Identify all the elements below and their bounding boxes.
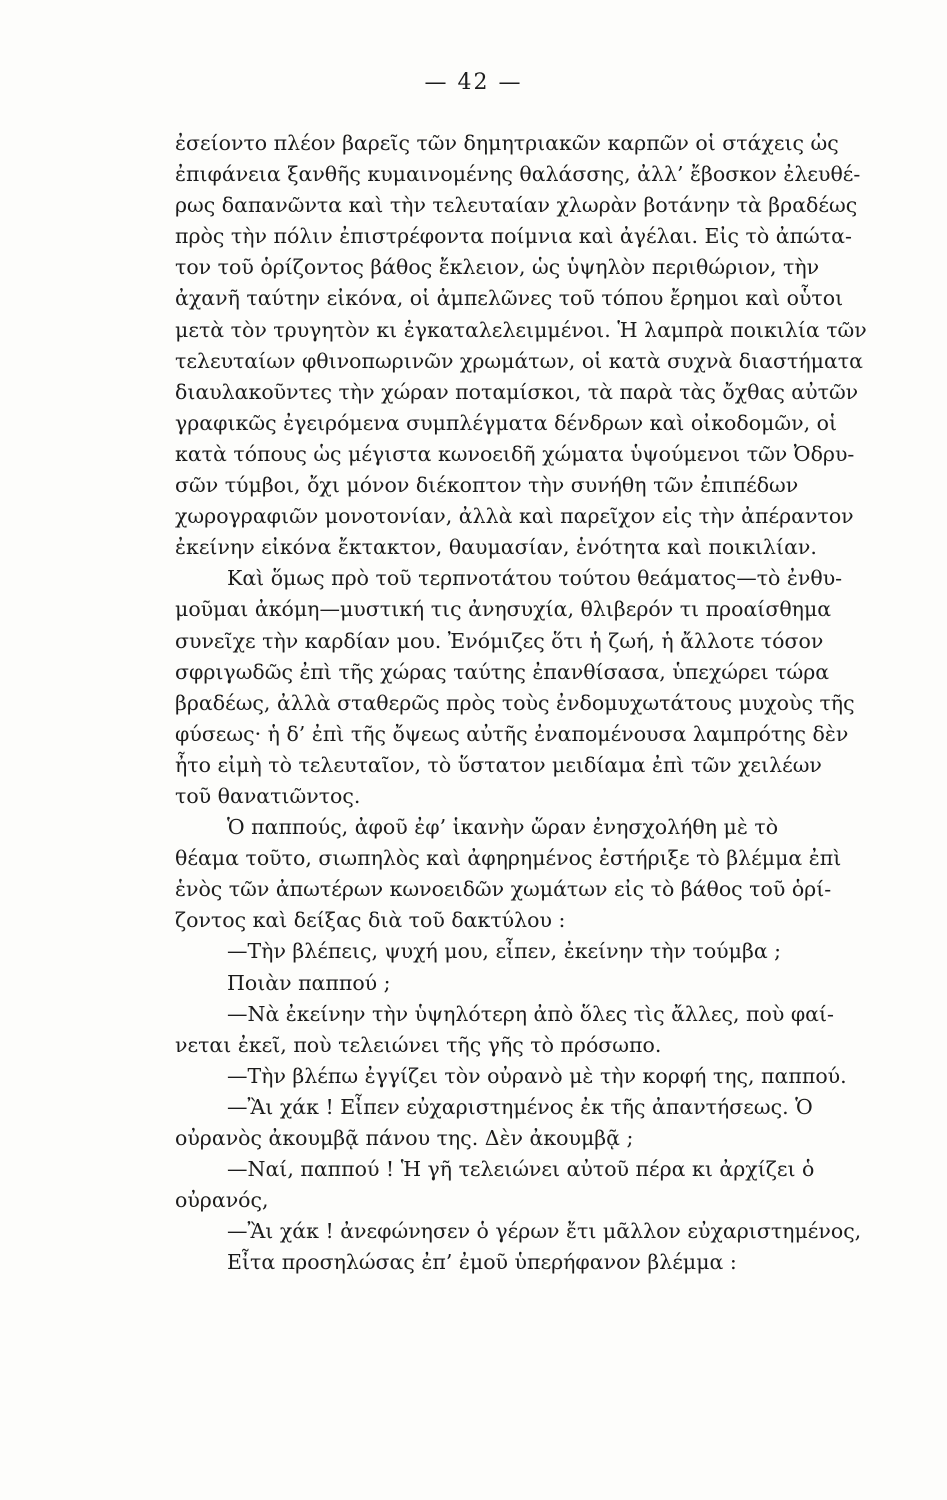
text-line: ἐπιφάνεια ξανθῆς κυμαινομένης θαλάσσης, ἀλλ’ ἔβοσκον ἐλευθέ- — [175, 162, 861, 187]
text-line: τον τοῦ ὁρίζοντος βάθος ἔκλειον, ὡς ὑψηλὸν περιθώριον, τὴν — [175, 255, 820, 280]
text-line: φύσεως· ἡ δ’ ἐπὶ τῆς ὄψεως αὐτῆς ἐναπομένουσα λαμπρότης δὲν — [175, 721, 849, 746]
text-line: μοῦμαι ἀκόμη—μυστική τις ἀνησυχία, θλιβερόν τι προαίσθημα — [175, 597, 832, 622]
text-line: οὐρανός, — [175, 1188, 269, 1213]
text-line: σφριγωδῶς ἐπὶ τῆς χώρας ταύτης ἐπανθίσασα, ὑπεχώρει τώρα — [175, 659, 830, 684]
text-line: οὐρανὸς ἀκουμβᾷ πάνου της. Δὲν ἀκουμβᾷ ; — [175, 1126, 634, 1150]
text-line: Ποιὰν παππού ; — [227, 970, 391, 995]
text-line: ζοντος καὶ δείξας διὰ τοῦ δακτύλου : — [175, 908, 566, 933]
text-line: γραφικῶς ἐγειρόμενα συμπλέγματα δένδρων καὶ οἰκοδομῶν, οἱ — [175, 410, 837, 435]
text-line: μετὰ τὸν τρυγητὸν κι ἐγκαταλελειμμένοι. Ἡ λαμπρὰ ποικιλία τῶν — [175, 317, 867, 342]
text-line: —Ναί, παππού ! Ἡ γῆ τελειώνει αὐτοῦ πέρα κι ἀρχίζει ὁ — [227, 1157, 815, 1182]
text-line: πρὸς τὴν πόλιν ἐπιστρέφοντα ποίμνια καὶ ἀγέλαι. Εἰς τὸ ἀπώτα- — [175, 224, 852, 249]
text-line: χωρογραφιῶν μονοτονίαν, ἀλλὰ καὶ παρεῖχον εἰς τὴν ἀπέραντον — [175, 504, 854, 529]
text-line: ἦτο εἰμὴ τὸ τελευταῖον, τὸ ὕστατον μειδίαμα ἐπὶ τῶν χειλέων — [175, 752, 822, 777]
text-line: νεται ἐκεῖ, ποὺ τελειώνει τῆς γῆς τὸ πρόσωπο. — [175, 1032, 662, 1057]
text-line: σῶν τύμβοι, ὄχι μόνον διέκοπτον τὴν συνήθη τῶν ἐπιπέδων — [175, 473, 799, 498]
text-line: —Ἂι χάκ ! Εἶπεν εὐχαριστημένος ἐκ τῆς ἀπαντήσεως. Ὁ — [227, 1094, 813, 1119]
text-line: ἐσείοντο πλέον βαρεῖς τῶν δημητριακῶν καρπῶν οἱ στάχεις ὡς — [175, 131, 839, 155]
text-line: ἀχανῆ ταύτην εἰκόνα, οἱ ἀμπελῶνες τοῦ τόπου ἔρημοι καὶ οὗτοι — [175, 286, 844, 311]
text-line: τοῦ θανατιῶντος. — [175, 783, 361, 808]
text-line: Ὁ παππούς, ἀφοῦ ἐφ’ ἱκανὴν ὥραν ἐνησχολήθη μὲ τὸ — [227, 815, 779, 840]
text-line: —Ἂι χάκ ! ἀνεφώνησεν ὁ γέρων ἔτι μᾶλλον εὐχαριστημένος, — [227, 1219, 862, 1244]
text-line: κατὰ τόπους ὡς μέγιστα κωνοειδῆ χώματα ὑψούμενοι τῶν Ὀδρυ- — [175, 441, 855, 466]
body-text — [175, 128, 935, 1278]
text-line: Εἶτα προσηλώσας ἐπ’ ἐμοῦ ὑπερήφανον βλέμμα : — [227, 1250, 737, 1275]
text-line: βραδέως, ἀλλὰ σταθερῶς πρὸς τοὺς ἐνδομυχωτάτους μυχοὺς τῆς — [175, 690, 855, 715]
page-number: — 42 — — [424, 70, 523, 95]
text-line: διαυλακοῦντες τὴν χώραν ποταμίσκοι, τὰ παρὰ τὰς ὄχθας αὐτῶν — [175, 379, 859, 404]
text-line: —Τὴν βλέπω ἐγγίζει τὸν οὐρανὸ μὲ τὴν κορφή της, παππού. — [227, 1063, 847, 1088]
text-line: —Νὰ ἐκείνην τὴν ὑψηλότερη ἀπὸ ὅλες τὶς ἄλλες, ποὺ φαί- — [227, 1001, 834, 1026]
text-line: ἑνὸς τῶν ἀπωτέρων κωνοειδῶν χωμάτων εἰς τὸ βάθος τοῦ ὁρί- — [175, 877, 832, 902]
text-line: θέαμα τοῦτο, σιωπηλὸς καὶ ἀφηρημένος ἐστήριξε τὸ βλέμμα ἐπὶ — [175, 846, 842, 871]
text-line: ρως δαπανῶντα καὶ τὴν τελευταίαν χλωρὰν βοτάνην τὰ βραδέως — [175, 193, 858, 218]
text-line: Καὶ ὅμως πρὸ τοῦ τερπνοτάτου τούτου θεάματος—τὸ ἐνθυ- — [227, 566, 843, 591]
text-line: ἐκείνην εἰκόνα ἔκτακτον, θαυμασίαν, ἑνότητα καὶ ποικιλίαν. — [175, 535, 817, 560]
text-line: —Τὴν βλέπεις, ψυχή μου, εἶπεν, ἐκείνην τὴν τούμβα ; — [227, 939, 782, 964]
text-line: τελευταίων φθινοπωρινῶν χρωμάτων, οἱ κατὰ συχνὰ διαστήματα — [175, 348, 863, 373]
text-line: συνεῖχε τὴν καρδίαν μου. Ἐνόμιζες ὅτι ἡ ζωή, ἡ ἄλλοτε τόσον — [175, 628, 824, 653]
